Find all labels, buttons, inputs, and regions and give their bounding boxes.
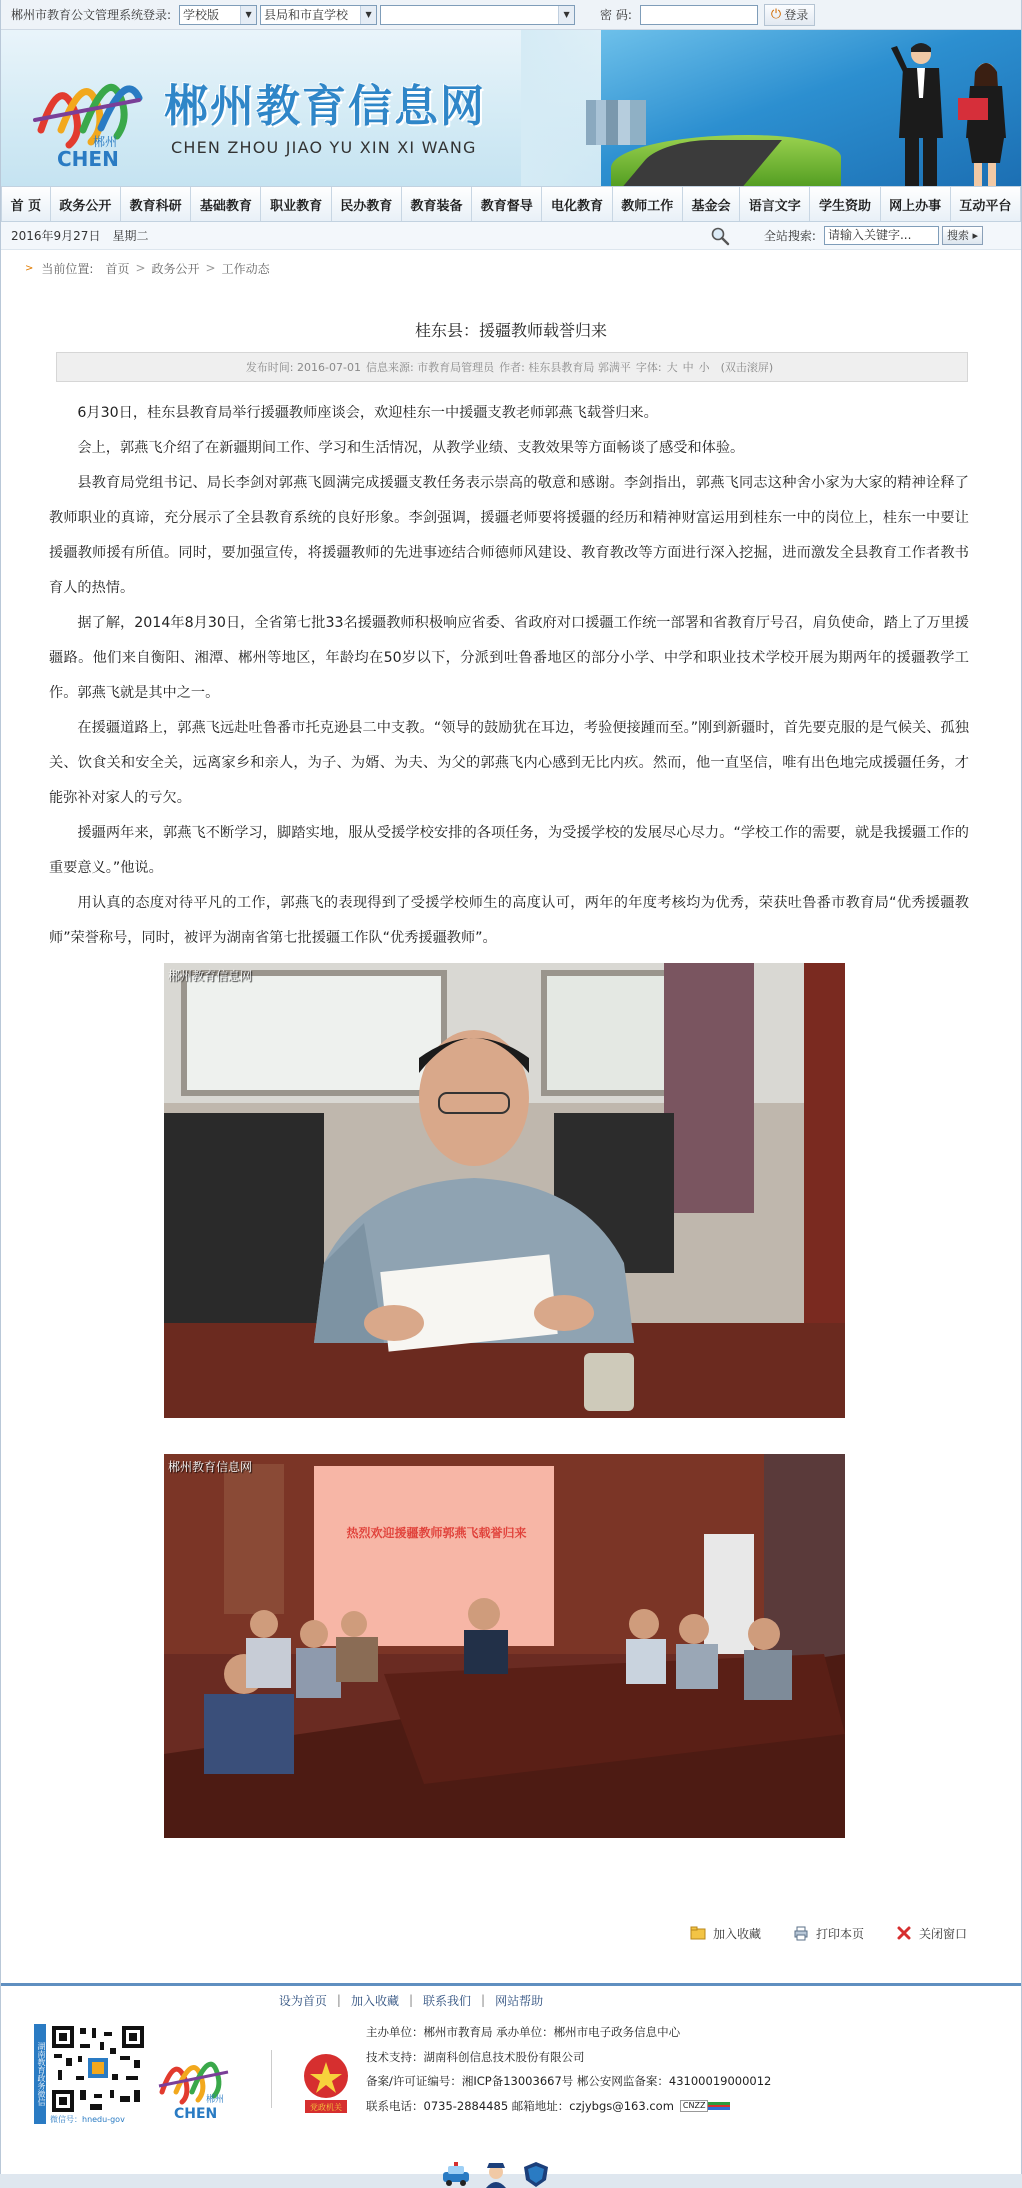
info-source: 信息来源: 市教育局管理员: [365, 361, 495, 374]
cyber-police-icon[interactable]: [521, 2160, 551, 2188]
nav-item-11[interactable]: 语言文字: [740, 187, 810, 221]
photo-watermark: 郴州教育信息网: [168, 969, 253, 983]
nav-item-0[interactable]: 首 页: [1, 187, 51, 221]
article-paragraph: 县教育局党组书记、局长李剑对郭燕飞圆满完成援疆支教任务表示崇高的敬意和感谢。李剑指出，郭燕飞同志这种舍小家为大家的精神诠释了教师职业的真谛，充分展示了全县教育系统的良好形象。李剑强调，援疆老师要将援疆的经历和精神财富运用到桂东一中的岗位上，桂东一中要让援疆教师援有所值。同时，要加强宣传，将援疆教师的先进事迹结合师德师风建设、教育教改等方面进行深入挖掘，进而激发全县教育工作者教书育人的热情。: [49, 475, 969, 596]
nav-item-7[interactable]: 教育督导: [472, 187, 542, 221]
article-paragraph: 6月30日，桂东县教育局举行援疆教师座谈会，欢迎桂东一中援疆支教老师郭燕飞载誉归来。: [77, 405, 658, 421]
print-link[interactable]: 打印本页: [793, 1925, 864, 1942]
qr-code-icon: [50, 2024, 146, 2114]
chevron-down-icon: ▼: [558, 6, 574, 24]
chevron-down-icon: ▼: [360, 6, 376, 24]
scroll-hint[interactable]: (双击滚屏): [720, 361, 774, 374]
login-bar: [1, 0, 1021, 30]
magnifier-icon: [710, 226, 730, 246]
search-button[interactable]: 搜索 ▸: [942, 226, 983, 245]
photo-meeting: [164, 1454, 845, 1838]
footer-links: 设为首页 | 加入收藏 | 联系我们 | 网站帮助: [278, 1993, 544, 2008]
footer-link-help[interactable]: 网站帮助: [495, 1993, 544, 2008]
stat-icon: [708, 2102, 730, 2110]
current-date: 2016年9月27日: [11, 229, 101, 243]
photo-speaker: [164, 963, 845, 1418]
site-banner: [1, 30, 1021, 186]
close-icon: [896, 1925, 912, 1941]
nav-item-14[interactable]: 互动平台: [951, 187, 1021, 221]
search-input[interactable]: 请输入关键字...: [824, 226, 939, 245]
breadcrumb: [1, 250, 1021, 286]
article-title: 桂东县：援疆教师载誉归来: [414, 321, 607, 340]
footer-divider: [271, 2050, 272, 2108]
article-paragraph: 据了解，2014年8月30日，全省第七批33名援疆教师积极响应省委、省政府对口援疆工作统一部署和省教育厅号召，肩负使命，踏上了万里援疆路。他们来自衡阳、湘潭、郴州等地区，年龄均在50岁以下，分派到吐鲁番地区的部分小学、中学和职业技术学校开展为期两年的援疆教学工作。郭燕飞就是其中之一。: [49, 615, 969, 701]
font-size-label: 字体:: [635, 361, 662, 374]
nav-item-13[interactable]: 网上办事: [881, 187, 951, 221]
article-photo-1: [164, 963, 845, 1418]
login-label: 郴州市教育公文管理系统登录:: [11, 8, 172, 22]
date-search-bar: [1, 222, 1021, 250]
footer-sponsor: 主办单位：郴州市教育局 承办单位：郴州市电子政务信息中心: [366, 2025, 681, 2039]
footer-logo-text: 郴州: [206, 2095, 225, 2105]
police-car-icon[interactable]: [441, 2160, 471, 2188]
breadcrumb-gov-affairs[interactable]: 政务公开: [151, 261, 200, 276]
nav-item-9[interactable]: 教师工作: [613, 187, 683, 221]
cnzz-badge[interactable]: CNZZ: [680, 2100, 709, 2112]
nav-item-4[interactable]: 职业教育: [261, 187, 331, 221]
nav-item-12[interactable]: 学生资助: [810, 187, 880, 221]
power-icon: ⏻: [770, 7, 782, 22]
nav-item-3[interactable]: 基础教育: [191, 187, 261, 221]
nav-item-2[interactable]: 教育科研: [121, 187, 191, 221]
author: 作者: 桂东县教育局 郭满平: [499, 361, 631, 374]
police-officer-icon[interactable]: [481, 2160, 511, 2188]
publish-time: 发布时间: 2016-07-01: [245, 361, 361, 374]
nav-item-1[interactable]: 政务公开: [51, 187, 121, 221]
footer-contact: 联系电话：0735-2884485 邮箱地址：czjybgs@163.com CNZZ: [366, 2094, 771, 2119]
meeting-banner-text: 热烈欢迎援疆教师郭燕飞载誉归来: [346, 1526, 527, 1540]
site-subtitle: CHEN ZHOU JIAO YU XIN XI WANG: [171, 138, 477, 157]
font-medium-link[interactable]: 中: [682, 361, 694, 374]
search-label: 全站搜索:: [763, 229, 816, 243]
article-paragraph: 在援疆道路上，郭燕飞远赴吐鲁番市托克逊县二中支教。“领导的鼓励犹在耳边，考验便接踵而至。”刚到新疆时，首先要克服的是气候关、孤独关、饮食关和安全关，远离家乡和亲人，为子、为婿、为夫、为父的郭燕飞内心感到无比内疚。然而，他一直坚信，唯有出色地完成援疆任务，才能弥补对家人的亏欠。: [49, 720, 969, 806]
article-meta: [56, 352, 968, 382]
teacher-figure: [891, 38, 951, 186]
current-weekday: 星期二: [112, 229, 149, 243]
footer-license: 备案/许可证编号：湘ICP备13003667号 郴公安网监备案：43100019000012: [366, 2074, 772, 2088]
print-icon: [793, 1925, 809, 1941]
chevron-right-icon: >: [205, 261, 216, 275]
footer-tech-support: 技术支持：湖南科创信息技术股份有限公司: [366, 2049, 585, 2064]
photo-watermark: 郴州教育信息网: [168, 1460, 253, 1474]
breadcrumb-home[interactable]: 首页: [105, 261, 130, 276]
folder-star-icon: [690, 1925, 706, 1941]
logo-sub: CHEN: [57, 147, 119, 171]
bullet-icon: >: [25, 262, 34, 274]
breadcrumb-work-news[interactable]: 工作动态: [221, 261, 270, 276]
footer-logo-sub: CHEN: [174, 2106, 218, 2120]
password-label: 密 码:: [600, 8, 632, 22]
logo-text: 郴州: [93, 135, 118, 149]
article-paragraph: 用认真的态度对待平凡的工作，郭燕飞的表现得到了受援学校师生的高度认可，两年的年度考核均为优秀，荣获吐鲁番市教育局“优秀援疆教师”荣誉称号，同时，被评为湖南省第七批援疆工作队“优秀援疆教师”。: [49, 895, 969, 946]
site-title: 郴州教育信息网: [164, 81, 486, 132]
footer-link-homepage[interactable]: 设为首页: [278, 1993, 327, 2008]
unit-select[interactable]: [380, 5, 575, 25]
login-button[interactable]: ⏻ 登录: [764, 4, 815, 26]
add-favorite-link[interactable]: 加入收藏: [690, 1925, 761, 1942]
qr-side-label: 湖南教育政务微信: [34, 2024, 46, 2124]
nav-item-10[interactable]: 基金会: [683, 187, 740, 221]
footer-info: [366, 2020, 771, 2118]
site-footer: [1, 1983, 1021, 2174]
footer-badges: [441, 2160, 561, 2188]
chevron-right-icon: >: [135, 261, 146, 275]
district-select[interactable]: 县局和市直学校 ▼: [260, 5, 377, 25]
article-paragraph: 会上，郭燕飞介绍了在新疆期间工作、学习和生活情况，从教学业绩、支教效果等方面畅谈了感受和体验。: [77, 440, 745, 456]
chevron-down-icon: ▼: [240, 6, 256, 24]
article-tools: [1, 1922, 967, 1944]
article-photo-2: [164, 1454, 845, 1838]
nav-item-6[interactable]: 教育装备: [402, 187, 472, 221]
qr-caption: 微信号：hnedu-gov: [50, 2115, 125, 2124]
party-badge-label: 党政机关: [310, 2103, 342, 2112]
city-skyline: [586, 100, 646, 145]
password-input[interactable]: [640, 5, 758, 25]
site-logo: [31, 60, 146, 172]
wechat-qr: [34, 2024, 146, 2124]
main-nav: [1, 186, 1021, 222]
breadcrumb-label: 当前位置:: [41, 261, 94, 276]
party-government-badge[interactable]: [301, 2052, 351, 2114]
article-body: [49, 396, 969, 956]
nav-item-5[interactable]: 民办教育: [332, 187, 402, 221]
student-figure: [956, 58, 1011, 186]
footer-link-contact[interactable]: 联系我们: [423, 1993, 472, 2008]
font-large-link[interactable]: 大: [666, 361, 678, 374]
font-small-link[interactable]: 小: [698, 361, 710, 374]
close-window-link[interactable]: 关闭窗口: [896, 1925, 967, 1942]
school-type-select[interactable]: 学校版 ▼: [179, 5, 257, 25]
article-paragraph: 援疆两年来，郭燕飞不断学习，脚踏实地，服从受援学校安排的各项任务，为受援学校的发展尽心尽力。“学校工作的需要，就是我援疆工作的重要意义。”他说。: [49, 825, 969, 876]
footer-link-favorite[interactable]: 加入收藏: [350, 1993, 399, 2008]
footer-logo: [156, 2046, 246, 2120]
nav-item-8[interactable]: 电化教育: [542, 187, 612, 221]
